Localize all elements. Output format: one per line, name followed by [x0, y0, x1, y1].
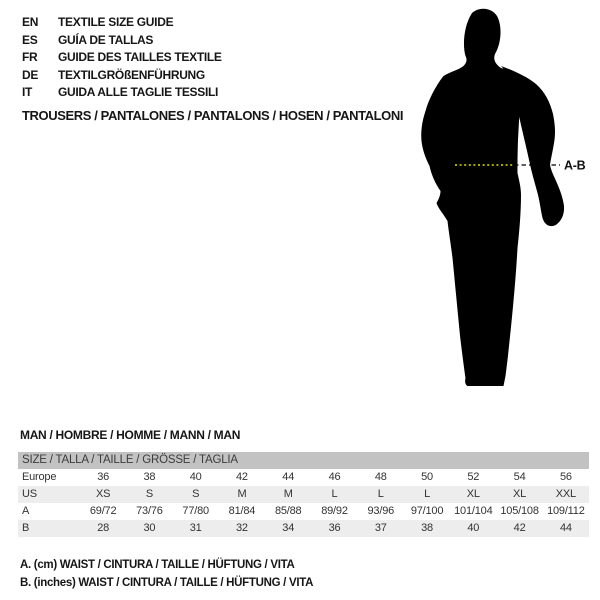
table-cell: 42 [236, 471, 248, 483]
language-code: FR [22, 50, 38, 64]
language-legend [22, 14, 222, 102]
table-cell: 54 [513, 471, 526, 483]
table-cell: 38 [143, 471, 156, 483]
table-cell: 38 [421, 522, 433, 534]
language-row [22, 67, 222, 85]
size-table [18, 452, 589, 537]
table-cell: 89/92 [321, 505, 348, 517]
table-cell: 69/72 [89, 505, 117, 517]
table-cell: 48 [374, 471, 387, 483]
silhouette-body [421, 9, 522, 386]
table-cell: S [192, 488, 200, 500]
table-cell: L [377, 488, 384, 500]
table-cell: 30 [143, 522, 156, 534]
language-label: GUIDE DES TAILLES TEXTILE [58, 50, 222, 64]
table-cell: 46 [328, 471, 341, 483]
table-cell: 34 [282, 522, 295, 534]
language-label: TEXTILE SIZE GUIDE [58, 15, 174, 29]
measure-label-a-b: A-B [564, 158, 586, 173]
language-row [22, 32, 222, 50]
footnote: B. (inches) WAIST / CINTURA / TAILLE / HÜFTUNG / VITA [20, 576, 314, 589]
table-cell: 32 [236, 522, 248, 534]
table-cell: 36 [97, 471, 110, 483]
table-cell: 85/88 [274, 505, 302, 517]
table-row [18, 469, 589, 486]
language-label: GUÍA DE TALLAS [58, 32, 154, 47]
table-cell: 97/100 [410, 505, 444, 517]
garment-title: TROUSERS / PANTALONES / PANTALONS / HOSEN / PANTALONI [22, 108, 404, 123]
language-code: IT [22, 85, 33, 99]
language-code: ES [22, 32, 38, 47]
table-cell: XL [466, 488, 480, 500]
language-label: GUIDA ALLE TAGLIE TESSILI [58, 85, 219, 99]
row-label: A [22, 505, 30, 517]
footnotes [20, 557, 313, 592]
table-cell: S [145, 488, 153, 500]
table-row [18, 520, 589, 537]
table-cell: 37 [374, 522, 387, 534]
table-cell: XS [95, 488, 111, 500]
table-cell: 40 [467, 522, 480, 534]
silhouette-svg [410, 2, 600, 402]
table-cell: 50 [421, 471, 433, 483]
table-cell: 56 [559, 471, 572, 483]
language-row [22, 84, 222, 102]
table-cell: 77/80 [182, 505, 209, 517]
table-cell: 40 [189, 471, 202, 483]
language-code: DE [22, 67, 39, 82]
table-cell: L [424, 488, 430, 500]
male-silhouette-figure [410, 2, 600, 402]
language-code: EN [22, 15, 39, 29]
table-cell: 93/96 [367, 505, 395, 517]
table-row [18, 503, 589, 520]
table-cell: 101/104 [454, 505, 493, 517]
size-table-header: SIZE / TALLA / TAILLE / GRÖSSE / TAGLIA [18, 452, 589, 469]
section-title-man: MAN / HOMBRE / HOMME / MANN / MAN [20, 428, 241, 442]
table-cell: XL [513, 488, 527, 500]
language-row [22, 49, 222, 67]
language-row [22, 14, 222, 32]
language-label: TEXTILGRÖßENFÜHRUNG [58, 67, 205, 82]
table-cell: 52 [467, 471, 480, 483]
table-row [18, 486, 589, 503]
table-cell: 36 [328, 522, 341, 534]
size-table-body [18, 469, 589, 537]
table-cell: 81/84 [228, 505, 256, 517]
table-cell: 44 [282, 471, 295, 483]
table-cell: 105/108 [500, 505, 539, 517]
table-cell: M [237, 488, 247, 500]
table-cell: 73/76 [136, 505, 163, 517]
table-cell: 31 [189, 522, 202, 534]
row-label: Europe [22, 471, 57, 483]
row-label: US [22, 488, 37, 500]
row-label: B [22, 522, 30, 534]
table-cell: M [283, 488, 293, 500]
footnote: A. (cm) WAIST / CINTURA / TAILLE / HÜFTUNG / VITA [20, 559, 295, 571]
table-cell: 109/112 [547, 505, 585, 517]
table-cell: 44 [559, 522, 572, 534]
table-cell: 42 [513, 522, 526, 534]
table-cell: XXL [555, 488, 576, 500]
table-cell: L [331, 488, 338, 500]
table-cell: 28 [97, 522, 110, 534]
